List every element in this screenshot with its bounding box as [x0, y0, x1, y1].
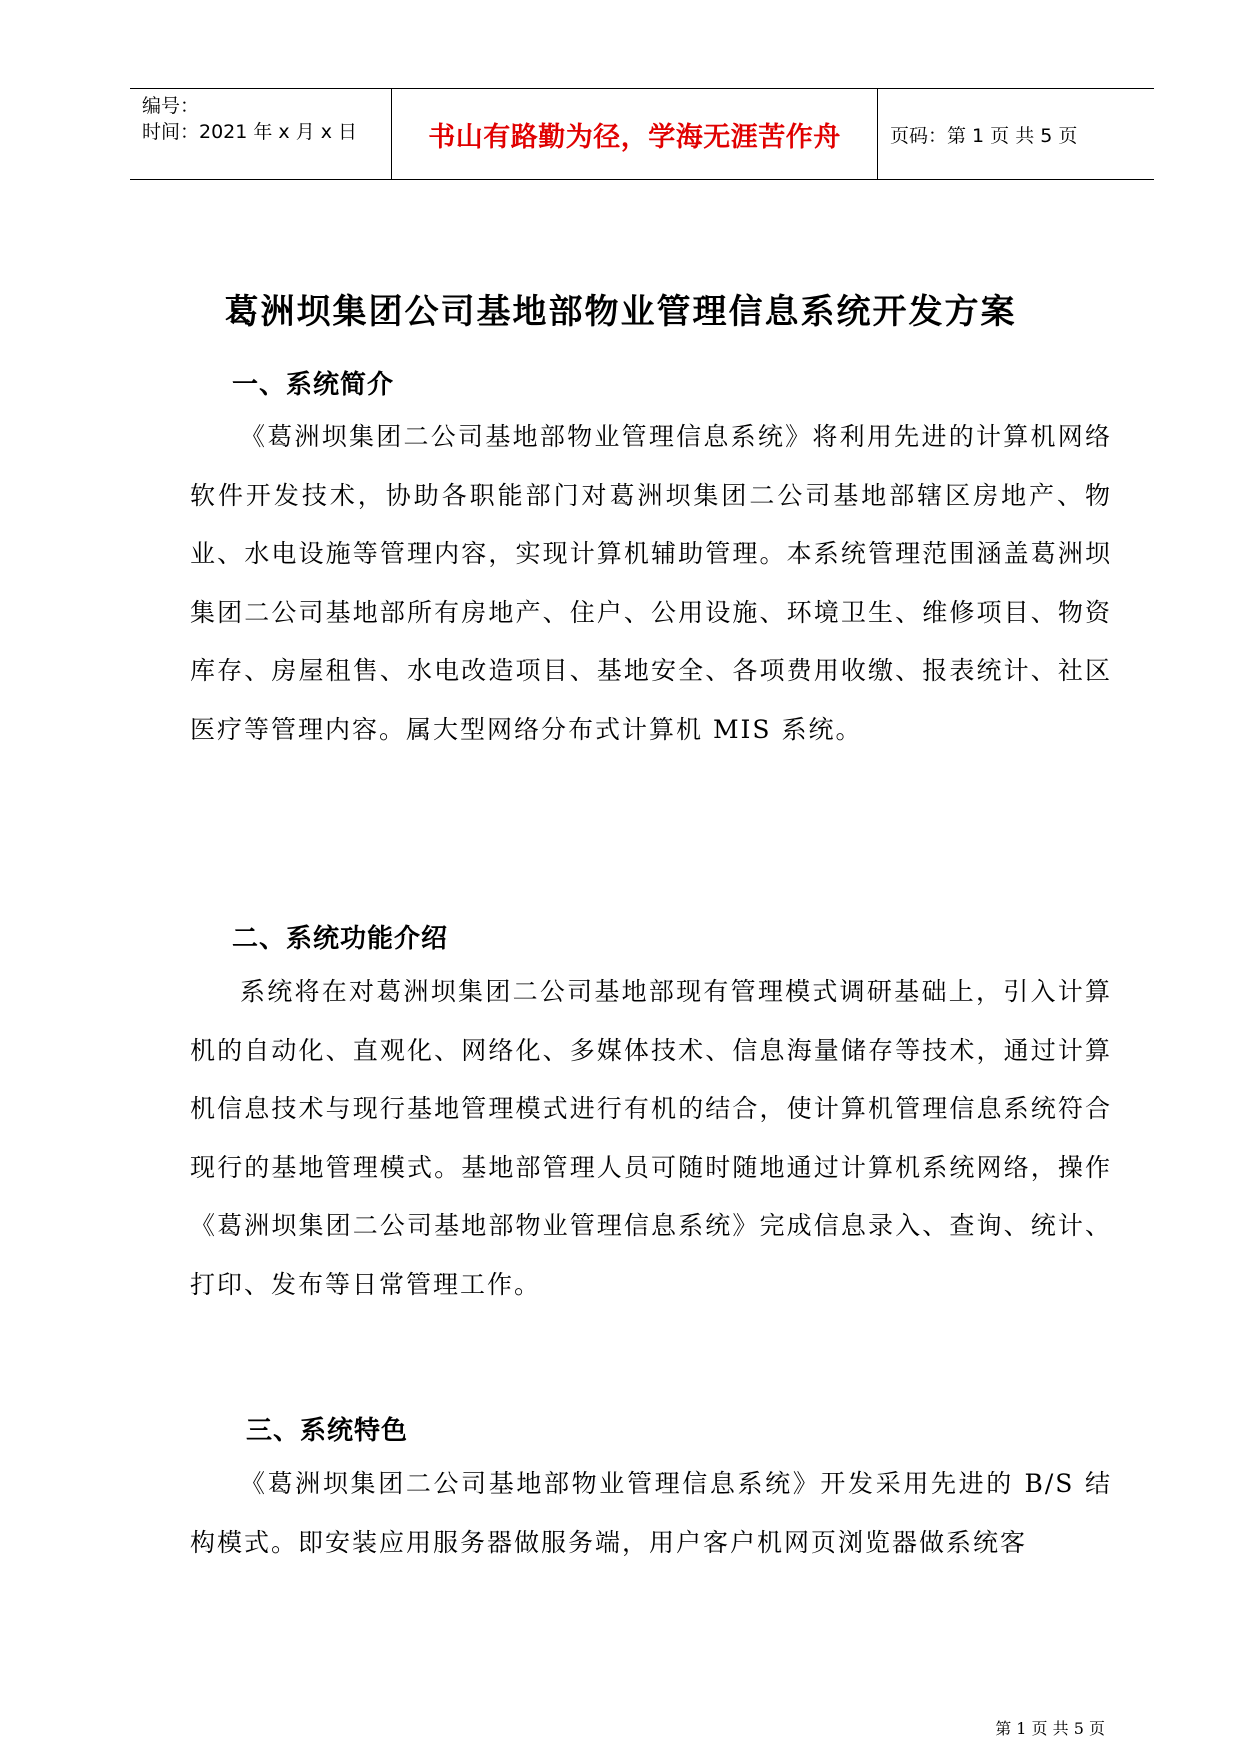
section-heading-features: 三、系统特色: [246, 1416, 409, 1446]
header-page-info: 页码：第 1 页 共 5 页: [890, 124, 1078, 147]
section-body-features: 《葛洲坝集团二公司基地部物业管理信息系统》开发采用先进的 B/S 结构模式。即安装应用服务器做服务端，用户客户机网页浏览器做系统客: [190, 1469, 1112, 1557]
section-heading-functions: 二、系统功能介绍: [232, 924, 449, 954]
document-time: 时间：2021 年 x 月 x 日: [142, 121, 358, 143]
section-heading-intro: 一、系统简介: [232, 370, 395, 400]
section-body-intro: 《葛洲坝集团二公司基地部物业管理信息系统》将利用先进的计算机网络软件开发技术，协助各职能部门对葛洲坝集团二公司基地部辖区房地产、物业、水电设施等管理内容，实现计算机辅助管理。本系统管理范围涵盖葛洲坝集团二公司基地部所有房地产、住户、公用设施、环境卫生、维修项目、物资库存、房屋租售、水电改造项目、基地安全、各项费用收缴、报表统计、社区医疗等管理内容。属大型网络分布式计算机 MIS 系统。: [190, 422, 1112, 744]
header-motto: 书山有路勤为径，学海无涯苦作舟: [392, 89, 878, 179]
document-number-label: 编号：: [142, 95, 200, 117]
document-title: 葛洲坝集团公司基地部物业管理信息系统开发方案: [224, 292, 1017, 332]
page-header: [130, 88, 1154, 180]
page-footer-number: 第 1 页 共 5 页: [995, 1719, 1105, 1738]
section-body-functions: 系统将在对葛洲坝集团二公司基地部现有管理模式调研基础上，引入计算机的自动化、直观化、网络化、多媒体技术、信息海量储存等技术，通过计算机信息技术与现行基地管理模式进行有机的结合，使计算机管理信息系统符合现行的基地管理模式。基地部管理人员可随时随地通过计算机系统网络，操作《葛洲坝集团二公司基地部物业管理信息系统》完成信息录入、查询、统计、打印、发布等日常管理工作。: [190, 977, 1112, 1299]
header-meta: [130, 89, 392, 179]
